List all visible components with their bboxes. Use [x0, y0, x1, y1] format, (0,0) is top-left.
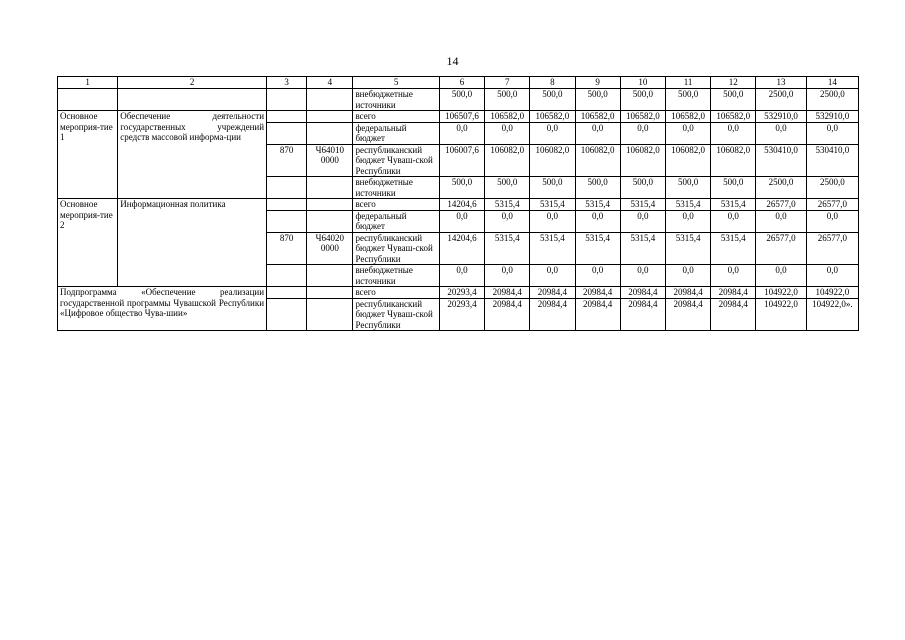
- amount-cell: 106082,0: [485, 144, 530, 177]
- subprogram-title: Подпрограмма «Обеспечение реализации государственной программы Чувашской Республики «Цифровое общество Чува-шии»: [58, 287, 267, 331]
- funding-source: республиканский бюджет Чуваш-ской Республики: [353, 232, 439, 265]
- amount-cell: 20293,4: [439, 298, 484, 331]
- amount-cell: 20984,4: [530, 287, 575, 299]
- amount-cell: 500,0: [620, 89, 665, 111]
- amount-cell: 20984,4: [620, 287, 665, 299]
- amount-cell: 106082,0: [530, 144, 575, 177]
- activity-name: Информационная политика: [118, 199, 267, 287]
- amount-cell: 106582,0: [665, 111, 710, 123]
- table-row: [58, 111, 859, 123]
- amount-cell: 0,0: [756, 210, 806, 232]
- activity-status: Основное мероприя-тие 2: [58, 199, 118, 287]
- target-article-code: [307, 298, 353, 331]
- amount-cell: 500,0: [485, 89, 530, 111]
- amount-cell: 0,0: [530, 210, 575, 232]
- grbs-code: [267, 89, 307, 111]
- amount-cell: 0,0: [665, 265, 710, 287]
- amount-cell: 0,0: [756, 122, 806, 144]
- activity-status: Основное мероприя-тие 1: [58, 111, 118, 199]
- column-header: 3: [267, 77, 307, 89]
- amount-cell: 14204,6: [439, 199, 484, 211]
- amount-cell: 5315,4: [711, 199, 756, 211]
- amount-cell: 106582,0: [575, 111, 620, 123]
- funding-source: всего: [353, 287, 439, 299]
- amount-cell: 500,0: [439, 177, 484, 199]
- table-row: [58, 287, 859, 299]
- amount-cell: 106082,0: [665, 144, 710, 177]
- funding-source: внебюджетные источники: [353, 177, 439, 199]
- amount-cell: 2500,0: [806, 177, 858, 199]
- amount-cell: 0,0: [665, 210, 710, 232]
- amount-cell: 0,0: [439, 265, 484, 287]
- amount-cell: 0,0: [806, 265, 858, 287]
- amount-cell: 5315,4: [575, 199, 620, 211]
- column-header: 12: [711, 77, 756, 89]
- amount-cell: 532910,0: [806, 111, 858, 123]
- target-article-code: [307, 89, 353, 111]
- amount-cell: 0,0: [711, 122, 756, 144]
- grbs-code: [267, 298, 307, 331]
- funding-source: внебюджетные источники: [353, 265, 439, 287]
- amount-cell: 500,0: [485, 177, 530, 199]
- amount-cell: 20984,4: [665, 287, 710, 299]
- funding-source: федеральный бюджет: [353, 210, 439, 232]
- table-body: [58, 77, 859, 331]
- target-article-code: [307, 210, 353, 232]
- amount-cell: 2500,0: [756, 89, 806, 111]
- funding-source: республиканский бюджет Чуваш-ской Республики: [353, 298, 439, 331]
- amount-cell: 104922,0».: [806, 298, 858, 331]
- page-number: 14: [446, 54, 459, 68]
- amount-cell: 20293,4: [439, 287, 484, 299]
- amount-cell: 0,0: [806, 122, 858, 144]
- amount-cell: 20984,4: [665, 298, 710, 331]
- amount-cell: 530410,0: [756, 144, 806, 177]
- amount-cell: 5315,4: [485, 232, 530, 265]
- column-header: 7: [485, 77, 530, 89]
- amount-cell: 0,0: [665, 122, 710, 144]
- amount-cell: 500,0: [530, 177, 575, 199]
- target-article-code: [307, 287, 353, 299]
- amount-cell: 5315,4: [575, 232, 620, 265]
- target-article-code: [307, 199, 353, 211]
- amount-cell: 106582,0: [485, 111, 530, 123]
- column-header: 10: [620, 77, 665, 89]
- funding-source: всего: [353, 199, 439, 211]
- target-article-code: [307, 111, 353, 123]
- column-header: 6: [439, 77, 484, 89]
- amount-cell: 106082,0: [575, 144, 620, 177]
- table-row: [58, 199, 859, 211]
- amount-cell: 106082,0: [711, 144, 756, 177]
- amount-cell: 20984,4: [485, 298, 530, 331]
- amount-cell: 0,0: [711, 265, 756, 287]
- column-header: 4: [307, 77, 353, 89]
- grbs-code: [267, 210, 307, 232]
- amount-cell: 0,0: [620, 265, 665, 287]
- amount-cell: 500,0: [665, 177, 710, 199]
- grbs-code: [267, 287, 307, 299]
- amount-cell: 500,0: [530, 89, 575, 111]
- target-article-code: [307, 265, 353, 287]
- grbs-code: 870: [267, 144, 307, 177]
- grbs-code: [267, 111, 307, 123]
- amount-cell: 26577,0: [806, 199, 858, 211]
- amount-cell: 5315,4: [665, 199, 710, 211]
- activity-name: [118, 89, 267, 111]
- column-header: 2: [118, 77, 267, 89]
- amount-cell: 0,0: [530, 265, 575, 287]
- amount-cell: 106582,0: [530, 111, 575, 123]
- amount-cell: 0,0: [439, 210, 484, 232]
- amount-cell: 0,0: [620, 122, 665, 144]
- amount-cell: 500,0: [711, 89, 756, 111]
- budget-table: [57, 76, 859, 331]
- target-article-code: [307, 177, 353, 199]
- amount-cell: 5315,4: [620, 232, 665, 265]
- amount-cell: 0,0: [575, 265, 620, 287]
- amount-cell: 26577,0: [806, 232, 858, 265]
- amount-cell: 14204,6: [439, 232, 484, 265]
- header-row: [58, 77, 859, 89]
- amount-cell: 500,0: [439, 89, 484, 111]
- column-header: 14: [806, 77, 858, 89]
- amount-cell: 2500,0: [756, 177, 806, 199]
- amount-cell: 0,0: [575, 210, 620, 232]
- grbs-code: 870: [267, 232, 307, 265]
- amount-cell: 20984,4: [711, 298, 756, 331]
- grbs-code: [267, 199, 307, 211]
- amount-cell: 500,0: [711, 177, 756, 199]
- grbs-code: [267, 177, 307, 199]
- activity-status: [58, 89, 118, 111]
- amount-cell: 0,0: [756, 265, 806, 287]
- column-header: 13: [756, 77, 806, 89]
- column-header: 8: [530, 77, 575, 89]
- amount-cell: 26577,0: [756, 232, 806, 265]
- target-article-code: Ч64020 0000: [307, 232, 353, 265]
- amount-cell: 0,0: [620, 210, 665, 232]
- amount-cell: 20984,4: [575, 298, 620, 331]
- amount-cell: 20984,4: [530, 298, 575, 331]
- funding-source: республиканский бюджет Чуваш-ской Республики: [353, 144, 439, 177]
- grbs-code: [267, 122, 307, 144]
- amount-cell: 20984,4: [711, 287, 756, 299]
- target-article-code: Ч64010 0000: [307, 144, 353, 177]
- funding-source: федеральный бюджет: [353, 122, 439, 144]
- amount-cell: 5315,4: [665, 232, 710, 265]
- amount-cell: 106082,0: [620, 144, 665, 177]
- grbs-code: [267, 265, 307, 287]
- amount-cell: 0,0: [806, 210, 858, 232]
- amount-cell: 20984,4: [485, 287, 530, 299]
- amount-cell: 0,0: [485, 265, 530, 287]
- amount-cell: 106582,0: [711, 111, 756, 123]
- amount-cell: 106582,0: [620, 111, 665, 123]
- amount-cell: 2500,0: [806, 89, 858, 111]
- amount-cell: 5315,4: [485, 199, 530, 211]
- column-header: 1: [58, 77, 118, 89]
- amount-cell: 0,0: [439, 122, 484, 144]
- amount-cell: 106007,6: [439, 144, 484, 177]
- amount-cell: 5315,4: [530, 232, 575, 265]
- amount-cell: 104922,0: [806, 287, 858, 299]
- amount-cell: 0,0: [485, 210, 530, 232]
- amount-cell: 500,0: [575, 177, 620, 199]
- column-header: 9: [575, 77, 620, 89]
- column-header: 11: [665, 77, 710, 89]
- amount-cell: 500,0: [575, 89, 620, 111]
- amount-cell: 500,0: [665, 89, 710, 111]
- target-article-code: [307, 122, 353, 144]
- amount-cell: 532910,0: [756, 111, 806, 123]
- column-header: 5: [353, 77, 439, 89]
- activity-name: Обеспечение деятельности государственных учреждений средств массовой информа-ции: [118, 111, 267, 199]
- amount-cell: 5315,4: [620, 199, 665, 211]
- amount-cell: 0,0: [530, 122, 575, 144]
- funding-source: внебюджетные источники: [353, 89, 439, 111]
- amount-cell: 20984,4: [620, 298, 665, 331]
- amount-cell: 104922,0: [756, 287, 806, 299]
- amount-cell: 5315,4: [530, 199, 575, 211]
- amount-cell: 0,0: [485, 122, 530, 144]
- amount-cell: 20984,4: [575, 287, 620, 299]
- table-row: [58, 89, 859, 111]
- amount-cell: 500,0: [620, 177, 665, 199]
- amount-cell: 0,0: [711, 210, 756, 232]
- amount-cell: 530410,0: [806, 144, 858, 177]
- amount-cell: 26577,0: [756, 199, 806, 211]
- amount-cell: 0,0: [575, 122, 620, 144]
- amount-cell: 5315,4: [711, 232, 756, 265]
- funding-source: всего: [353, 111, 439, 123]
- amount-cell: 106507,6: [439, 111, 484, 123]
- amount-cell: 104922,0: [756, 298, 806, 331]
